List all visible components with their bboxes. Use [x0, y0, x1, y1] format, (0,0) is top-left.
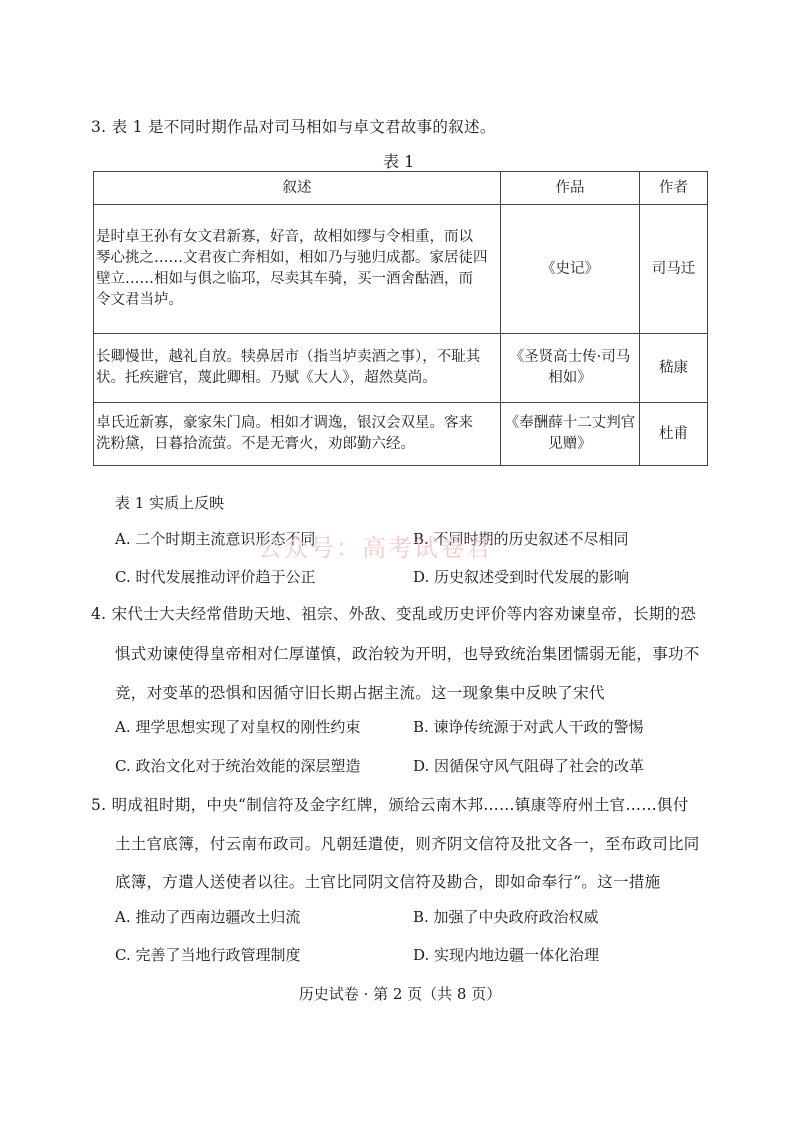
- table-1: [93, 171, 708, 466]
- narration-line: 是时卓王孙有女文君新寡，好音，故相如缪与令相重，而以: [96, 229, 473, 245]
- narration-line: 令文君当垆。: [96, 292, 183, 308]
- q5-stem-line: 底簿，方遣人送使者以往。土官比同阴文信符及勘合，即如命奉行”。这一措施: [115, 873, 661, 891]
- narration-cell: [94, 334, 501, 403]
- work-line: 《史记》: [541, 260, 599, 277]
- q5-stem-line: 土土官底簿，付云南布政司。凡朝廷遣使，则齐阴文信符及批文各一，至布政司比同: [115, 835, 700, 853]
- q3-stem: 3. 表 1 是不同时期作品对司马相如与卓文君故事的叙述。: [91, 118, 496, 136]
- narration-line: 洗粉黛，日暮拾流萤。不是无膏火，劝郎勤六经。: [96, 436, 415, 452]
- q4-stem-line: 竞，对变革的恐惧和因循守旧长期占据主流。这一现象集中反映了宋代: [115, 684, 605, 702]
- narration-line: 壁立……相如与俱之临邛，尽卖其车骑，买一酒舍酤酒，而: [96, 271, 473, 287]
- narration-cell: [94, 205, 501, 334]
- watermark: 公众号：高考试卷君: [258, 534, 492, 562]
- q4-option-c[interactable]: C. 政治文化对于统治效能的深层塑造: [115, 757, 361, 775]
- q3-prompt: 表 1 实质上反映: [115, 494, 225, 512]
- q4-stem-line: 4. 宋代士大夫经常借助天地、祖宗、外敌、变乱或历史评价等内容劝谏皇帝，长期的恐: [91, 605, 697, 623]
- table-row: [94, 334, 708, 403]
- q3-option-d[interactable]: D. 历史叙述受到时代发展的影响: [413, 568, 630, 586]
- work-line: 《圣贤高士传·司马: [509, 349, 631, 365]
- narration-cell: [94, 403, 501, 466]
- header-narration: 叙述: [94, 172, 501, 205]
- narration-line: 长卿慢世，越礼自放。犊鼻居市（指当垆卖酒之事），不耻其: [96, 349, 481, 365]
- header-author: 作者: [640, 172, 708, 205]
- author-cell: 司马迁: [640, 205, 708, 334]
- q4-option-b[interactable]: B. 谏诤传统源于对武人干政的警惕: [413, 718, 644, 736]
- author-cell: 杜甫: [640, 403, 708, 466]
- table-title: 表 1: [383, 152, 415, 171]
- q4-option-a[interactable]: A. 理学思想实现了对皇权的刚性约束: [115, 718, 361, 736]
- narration-line: 琴心挑之……文君夜亡奔相如，相如乃与驰归成都。家居徒四: [96, 250, 488, 266]
- work-line: 相如》: [548, 370, 592, 386]
- work-cell: [501, 334, 640, 403]
- q4-stem-line: 惧式劝谏使得皇帝相对仁厚谨慎，政治较为开明，也导致统治集团懦弱无能，事功不: [115, 645, 700, 663]
- q5-option-b[interactable]: B. 加强了中央政府政治权威: [413, 908, 599, 926]
- q3-option-c[interactable]: C. 时代发展推动评价趋于公正: [115, 568, 316, 586]
- q3-option-b[interactable]: B. 不同时期的历史叙述不尽相同: [413, 530, 629, 548]
- work-cell: [501, 205, 640, 334]
- q5-stem-line: 5. 明成祖时期，中央“制信符及金字红牌，颁给云南木邦……镇康等府州土官……俱付: [91, 796, 689, 814]
- work-cell: [501, 403, 640, 466]
- q3-option-a[interactable]: A. 二个时期主流意识形态不同: [115, 530, 316, 548]
- work-line: 见赠》: [548, 436, 592, 452]
- narration-line: 卓氏近新寡，豪家朱门扃。相如才调逸，银汉会双星。客来: [96, 415, 473, 431]
- table-header-row: [94, 172, 708, 205]
- q5-option-c[interactable]: C. 完善了当地行政管理制度: [115, 946, 301, 964]
- narration-line: 状。托疾避官，蔑此卿相。乃赋《大人》，超然莫尚。: [96, 370, 437, 386]
- q5-option-d[interactable]: D. 实现内地边疆一体化治理: [413, 946, 600, 964]
- table-row: [94, 403, 708, 466]
- q5-option-a[interactable]: A. 推动了西南边疆改土归流: [115, 908, 301, 926]
- work-line: 《奉酬薛十二丈判官: [504, 415, 636, 431]
- page-footer: 历史试卷 · 第 2 页（共 8 页）: [298, 985, 502, 1003]
- q4-option-d[interactable]: D. 因循保守风气阻碍了社会的改革: [413, 757, 645, 775]
- author-cell: 嵇康: [640, 334, 708, 403]
- header-work: 作品: [501, 172, 640, 205]
- table-row: [94, 205, 708, 334]
